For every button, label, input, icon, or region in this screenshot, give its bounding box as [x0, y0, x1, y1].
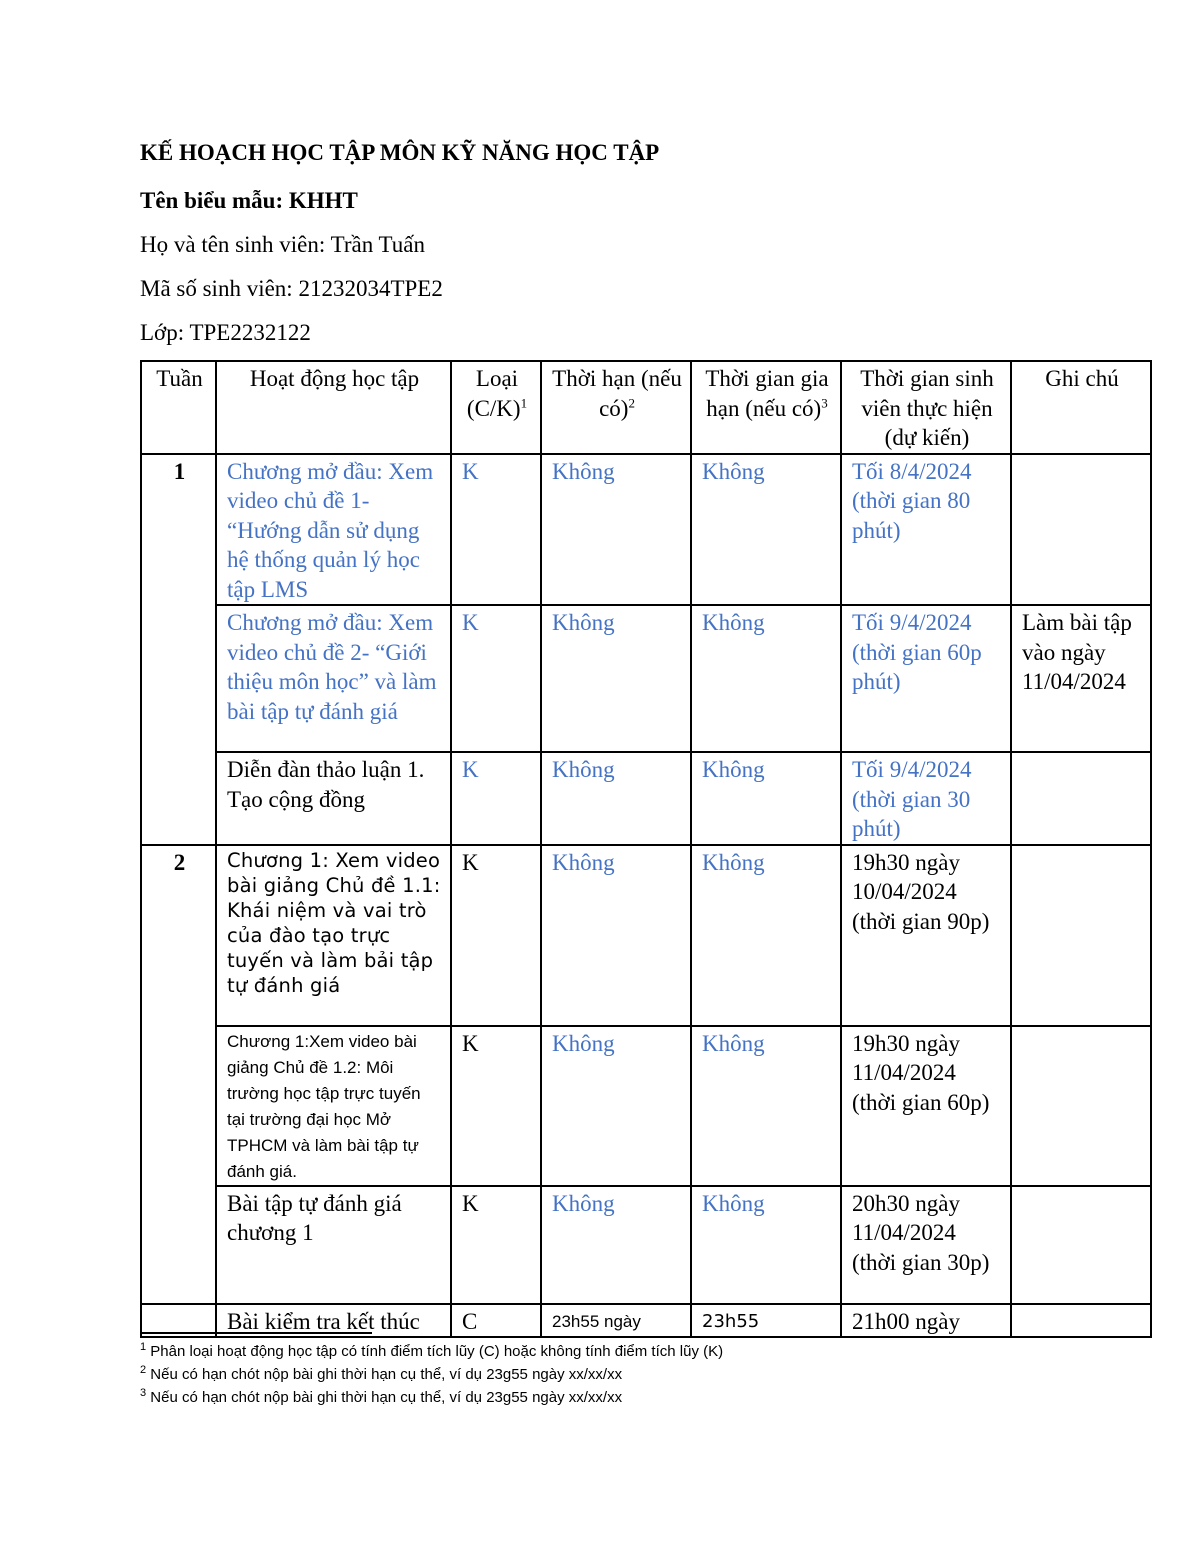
- extension-cell: Không: [691, 605, 841, 752]
- note-cell: [1011, 845, 1151, 1026]
- type-cell: K: [451, 1186, 541, 1304]
- footnote-separator: [140, 1332, 372, 1334]
- form-name-value: KHHT: [288, 188, 358, 213]
- student-id-value: 21232034TPE2: [298, 276, 443, 301]
- extension-cell: Không: [691, 1026, 841, 1186]
- table-row: [141, 605, 1151, 752]
- week-cell: 1: [141, 454, 216, 845]
- study-plan-table: [140, 360, 1152, 1338]
- header-note: Ghi chú: [1011, 361, 1151, 454]
- type-cell: K: [451, 454, 541, 606]
- student-id-line: [140, 276, 443, 302]
- planned-cell: 20h30 ngày 11/04/2024 (thời gian 30p): [841, 1186, 1011, 1304]
- planned-cell: 21h00 ngày: [841, 1304, 1011, 1338]
- footnote: $^3$ Nếu có hạn chót nộp bài ghi thời hạn cụ thể, ví dụ 23g55 ngày xx/xx/xx: [140, 1387, 623, 1406]
- class-value: TPE2232122: [189, 320, 311, 345]
- table-header-row: [141, 361, 1151, 454]
- deadline-cell: Không: [541, 454, 691, 606]
- extension-cell: Không: [691, 845, 841, 1026]
- footnote: $^2$ Nếu có hạn chót nộp bài ghi thời hạn cụ thể, ví dụ 23g55 ngày xx/xx/xx: [140, 1364, 623, 1383]
- table-row: [141, 845, 1151, 1026]
- header-week: Tuần: [141, 361, 216, 454]
- student-name-line: [140, 232, 425, 258]
- note-cell: [1011, 1304, 1151, 1338]
- table-row: [141, 1186, 1151, 1304]
- header-type: Loại $(C/K)^1$: [451, 361, 541, 454]
- class-line: [140, 320, 311, 346]
- deadline-cell: Không: [541, 845, 691, 1026]
- activity-cell: Chương 1:Xem video bài giảng Chủ đề 1.2: Môi trường học tập trực tuyến tại trường đại học Mở TPHCM và làm bài tập tự đánh giá.: [216, 1026, 451, 1186]
- extension-cell: 23h55: [691, 1304, 841, 1338]
- type-cell: K: [451, 605, 541, 752]
- header-planned: Thời gian sinh viên thực hiện (dự kiến): [841, 361, 1011, 454]
- extension-cell: Không: [691, 752, 841, 845]
- planned-cell: 19h30 ngày 10/04/2024 (thời gian 90p): [841, 845, 1011, 1026]
- type-cell: K: [451, 1026, 541, 1186]
- deadline-cell: 23h55 ngày: [541, 1304, 691, 1338]
- student-id-label: Mã số sinh viên:: [140, 276, 293, 301]
- note-cell: [1011, 752, 1151, 845]
- header-activity: Hoạt động học tập: [216, 361, 451, 454]
- deadline-cell: Không: [541, 1186, 691, 1304]
- student-name-value: Trần Tuấn: [330, 232, 425, 257]
- class-label: Lớp:: [140, 320, 185, 345]
- note-cell: [1011, 1186, 1151, 1304]
- table-row: [141, 752, 1151, 845]
- note-cell: Làm bài tập vào ngày 11/04/2024: [1011, 605, 1151, 752]
- activity-cell: Chương mở đầu: Xem video chủ đề 1- “Hướng dẫn sử dụng hệ thống quản lý học tập LMS: [216, 454, 451, 606]
- student-name-label: Họ và tên sinh viên:: [140, 232, 326, 257]
- form-name-label: Tên biểu mẫu:: [140, 188, 284, 213]
- document-title: KẾ HOẠCH HỌC TẬP MÔN KỸ NĂNG HỌC TẬP: [140, 140, 660, 165]
- type-cell: K: [451, 845, 541, 1026]
- activity-cell: Bài tập tự đánh giá chương 1: [216, 1186, 451, 1304]
- note-cell: [1011, 454, 1151, 606]
- deadline-cell: Không: [541, 1026, 691, 1186]
- planned-cell: Tối 9/4/2024 (thời gian 30 phút): [841, 752, 1011, 845]
- activity-cell: Chương 1: Xem video bài giảng Chủ đề 1.1: Khái niệm và vai trò của đào tạo trực tuyến và làm bải tập tự đánh giá: [216, 845, 451, 1026]
- activity-cell: Diễn đàn thảo luận 1. Tạo cộng đồng: [216, 752, 451, 845]
- week-cell: 2: [141, 845, 216, 1304]
- planned-cell: 19h30 ngày 11/04/2024 (thời gian 60p): [841, 1026, 1011, 1186]
- type-cell: C: [451, 1304, 541, 1338]
- deadline-cell: Không: [541, 752, 691, 845]
- activity-cell: Bài kiểm tra kết thúc: [216, 1304, 451, 1338]
- type-cell: K: [451, 752, 541, 845]
- header-deadline: Thời hạn (nếu có)$^2$: [541, 361, 691, 454]
- form-name-line: [140, 188, 358, 214]
- table-row: [141, 1026, 1151, 1186]
- note-cell: [1011, 1026, 1151, 1186]
- planned-cell: Tối 9/4/2024 (thời gian 60p phút): [841, 605, 1011, 752]
- planned-cell: Tối 8/4/2024 (thời gian 80 phút): [841, 454, 1011, 606]
- footnote: $^1$ Phân loại hoạt động học tập có tính điểm tích lũy (C) hoặc không tính điểm tích lũy (K): [140, 1341, 724, 1360]
- deadline-cell: Không: [541, 605, 691, 752]
- table-row: [141, 454, 1151, 606]
- header-extension: Thời gian gia hạn (nếu có)$^3$: [691, 361, 841, 454]
- extension-cell: Không: [691, 454, 841, 606]
- extension-cell: Không: [691, 1186, 841, 1304]
- activity-cell: Chương mở đầu: Xem video chủ đề 2- “Giới thiệu môn học” và làm bài tập tự đánh giá: [216, 605, 451, 752]
